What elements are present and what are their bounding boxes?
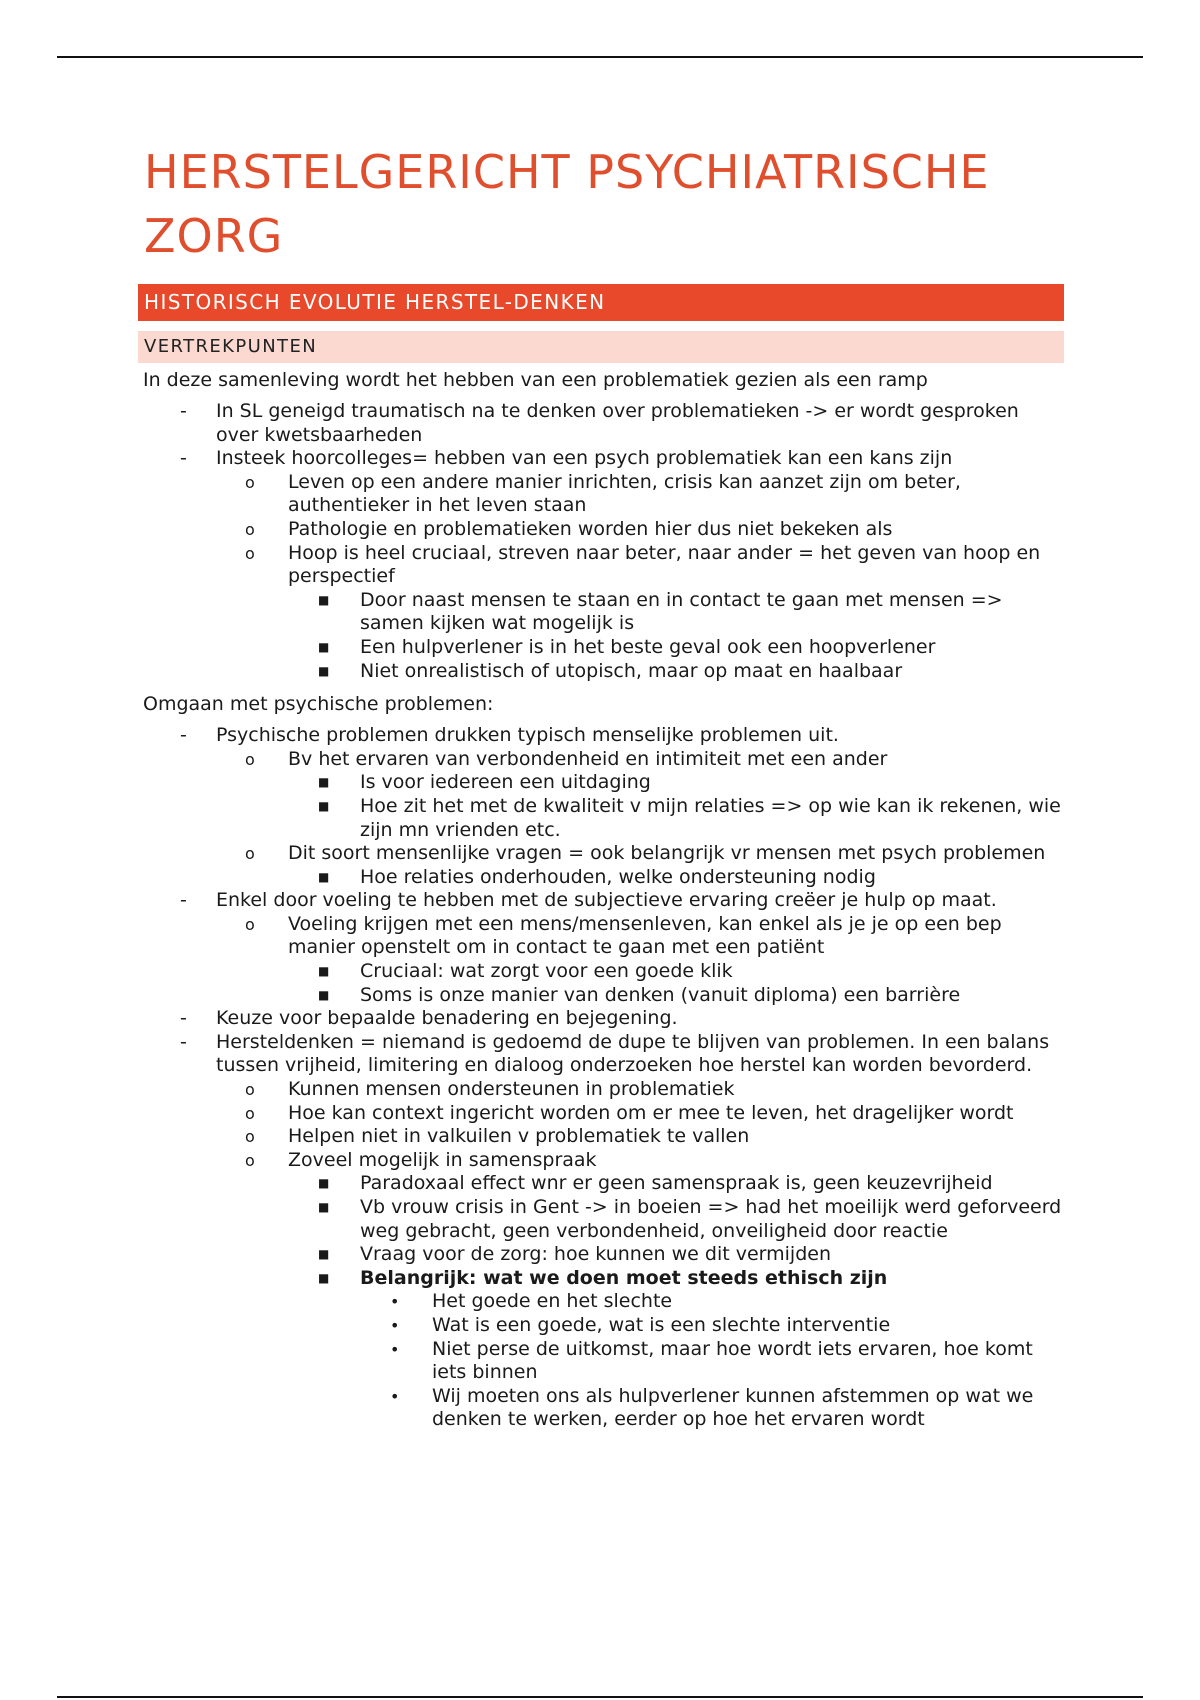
circle-marker: o [245, 1080, 255, 1100]
list-level-3 [288, 1172, 1064, 1432]
circle-marker: o [245, 914, 255, 934]
square-bullet-marker: ■ [318, 1270, 330, 1285]
list-item: ■ Vraag voor de zorg: hoe kunnen we dit vermijden [318, 1243, 831, 1266]
square-bullet-marker: ■ [318, 798, 330, 813]
round-bullet-marker: • [390, 1315, 400, 1335]
round-bullet-marker: • [390, 1292, 400, 1312]
list-item: ■ Is voor iedereen een uitdaging [318, 771, 651, 794]
list-item: o Zoveel mogelijk in samenspraak ■ Paradoxaal effect wnr er geen samenspraak is, geen keuzevrijheid ■ Vb vrouw crisis in Gent -> in boeien => had het moeilijk werd geforveerd weg gebracht, geen verbondenheid, onveiligheid door reactie ■ Vraag voor de zorg: hoe kunnen we dit vermijden ■ Belangrijk: wat we doen moet steeds ethisch zijn • Het goede en het slechte • Wat is een goede, wat is een slechte interventie • Niet perse de uitkomst, maar hoe wordt iets ervaren, hoe komt iets binnen • Wij moeten ons als hulpverlener kunnen afstemmen op wat we denken te werken, eerder op hoe het ervaren wordt [216, 1149, 1064, 1432]
list-item: ■ Vb vrouw crisis in Gent -> in boeien => had het moeilijk werd geforveerd weg gebracht, geen verbondenheid, onveiligheid door reactie [318, 1196, 1062, 1242]
list-item: ■ Paradoxaal effect wnr er geen samenspraak is, geen keuzevrijheid [318, 1172, 993, 1195]
list-item [288, 1267, 1064, 1432]
circle-marker: o [245, 1150, 255, 1170]
circle-marker: o [245, 543, 255, 563]
square-bullet-marker: ■ [318, 869, 330, 884]
list-item: o Helpen niet in valkuilen v problematiek te vallen [245, 1125, 750, 1148]
list-level-4 [360, 1290, 1064, 1432]
circle-marker: o [245, 1103, 255, 1123]
list-item: - Psychische problemen drukken typisch menselijke problemen uit. o Bv het ervaren van verbondenheid en intimiteit met een ander ■ Is voor iedereen een uitdaging ■ Hoe zit het met de kwaliteit v mijn relaties => op wie kan ik rekenen, wie zijn mn vrienden etc. o Dit soort mensenlijke vragen = ook belangrijk vr mensen met psych problemen ■ Hoe relaties onderhouden, welke ondersteuning nodig [138, 724, 1064, 889]
list-item: - In SL geneigd traumatisch na te denken over problematieken -> er wordt gesproken over kwetsbaarheden [180, 400, 1019, 446]
list-item: • Niet perse de uitkomst, maar hoe wordt iets ervaren, hoe komt iets binnen [390, 1337, 1033, 1384]
top-rule [57, 56, 1143, 58]
list-level-1 [138, 724, 1064, 1432]
square-bullet-marker: ■ [318, 663, 330, 678]
square-bullet-marker: ■ [318, 964, 330, 979]
list-item: • Het goede en het slechte [390, 1290, 673, 1313]
round-bullet-marker: • [390, 1339, 400, 1359]
circle-marker: o [245, 1127, 255, 1147]
list-item: • Wat is een goede, wat is een slechte interventie [390, 1313, 891, 1336]
list-item: - Enkel door voeling te hebben met de subjectieve ervaring creëer je hulp op maat. o Voeling krijgen met een mens/mensenleven, kan enkel als je je op een bep manier openstelt om in contact te gaan met een patiënt ■ Cruciaal: wat zorgt voor een goede klik ■ Soms is onze manier van denken (vanuit diploma) een barrière [138, 889, 1064, 1007]
list-item: ■ Door naast mensen te staan en in contact te gaan met mensen => samen kijken wat mogelijk is [318, 588, 1003, 635]
square-bullet-marker: ■ [318, 1176, 330, 1191]
square-bullet-marker: ■ [318, 592, 330, 607]
list-item: o Hoop is heel cruciaal, streven naar beter, naar ander = het geven van hoop en perspectief ■ Door naast mensen te staan en in contact te gaan met mensen => samen kijken wat mogelijk is ■ Een hulpverlener is in het beste geval ook een hoopverlener ■ Niet onrealistisch of utopisch, maar op maat en haalbaar [216, 542, 1064, 684]
list-item: ■ Niet onrealistisch of utopisch, maar op maat en haalbaar [318, 659, 903, 682]
dash-marker: - [180, 1007, 187, 1030]
square-bullet-marker: ■ [318, 639, 330, 654]
list-level-3 [288, 866, 1064, 890]
list-item: - Insteek hoorcolleges= hebben van een psych problematiek kan een kans zijn o Leven op een andere manier inrichten, crisis kan aanzet zijn om beter, authentieker in het leven staan o Pathologie en problematieken worden hier dus niet bekeken als o Hoop is heel cruciaal, streven naar beter, naar ander = het geven van hoop en perspectief ■ Door naast mensen te staan en in contact te gaan met mensen => samen kijken wat mogelijk is ■ Een hulpverlener is in het beste geval ook een hoopverlener ■ Niet onrealistisch of utopisch, maar op maat en haalbaar [138, 447, 1064, 683]
circle-marker: o [245, 519, 255, 539]
document-title: HERSTELGERICHT PSYCHIATRISCHE ZORG [144, 145, 990, 263]
circle-marker: o [245, 749, 255, 769]
dash-marker: - [180, 889, 187, 912]
round-bullet-marker: • [390, 1386, 400, 1406]
bold-statement: Belangrijk: wat we doen moet steeds ethisch zijn [360, 1266, 888, 1289]
dash-marker: - [180, 1030, 187, 1053]
list-item: o Pathologie en problematieken worden hier dus niet bekeken als [245, 517, 893, 540]
paragraph-intro: In deze samenleving wordt het hebben van een problematiek gezien als een ramp [143, 369, 928, 391]
list-level-2 [216, 748, 1064, 890]
list-level-1 [138, 400, 1064, 683]
list-item: o Kunnen mensen ondersteunen in problematiek [245, 1078, 735, 1101]
square-bullet-marker: ■ [318, 987, 330, 1002]
list-item: o Hoe kan context ingericht worden om er mee te leven, het dragelijker wordt [245, 1101, 1014, 1124]
heading-2: VERTREKPUNTEN [138, 331, 1064, 363]
list-item: ■ Een hulpverlener is in het beste geval ook een hoopverlener [318, 635, 936, 658]
list-item: - Keuze voor bepaalde benadering en bejegening. [180, 1007, 678, 1030]
square-bullet-marker: ■ [318, 1200, 330, 1214]
list-item: • Wij moeten ons als hulpverlener kunnen afstemmen op wat we denken te werken, eerder op hoe het ervaren wordt [390, 1384, 1034, 1431]
square-bullet-marker: ■ [318, 1247, 330, 1262]
square-bullet-marker: ■ [318, 775, 330, 790]
list-item: ■ Hoe relaties onderhouden, welke ondersteuning nodig [318, 865, 876, 888]
circle-marker: o [245, 472, 255, 492]
list-item: - Hersteldenken = niemand is gedoemd de dupe te blijven van problemen. In een balans tussen vrijheid, limitering en dialoog onderzoeken hoe herstel kan worden bevorderd. o Kunnen mensen ondersteunen in problematiek o Hoe kan context ingericht worden om er mee te leven, het dragelijker wordt o Helpen niet in valkuilen v problematiek te vallen o Zoveel mogelijk in samenspraak ■ Paradoxaal effect wnr er geen samenspraak is, geen keuzevrijheid ■ Vb vrouw crisis in Gent -> in boeien => had het moeilijk werd geforveerd weg gebracht, geen verbondenheid, onveiligheid door reactie ■ Vraag voor de zorg: hoe kunnen we dit vermijden ■ Belangrijk: wat we doen moet steeds ethisch zijn • Het goede en het slechte • Wat is een goede, wat is een slechte interventie • Niet perse de uitkomst, maar hoe wordt iets ervaren, hoe komt iets binnen • Wij moeten ons als hulpverlener kunnen afstemmen op wat we denken te werken, eerder op hoe het ervaren wordt [138, 1031, 1064, 1432]
dash-marker: - [180, 400, 187, 422]
document-body [138, 140, 1064, 1432]
heading-1: HISTORISCH EVOLUTIE HERSTEL-DENKEN [138, 284, 1064, 321]
bottom-rule [57, 1696, 1143, 1698]
list-level-3 [288, 589, 1064, 683]
list-level-3 [288, 960, 1064, 1007]
dash-marker: - [180, 447, 187, 470]
list-item: o Bv het ervaren van verbondenheid en intimiteit met een ander ■ Is voor iedereen een uitdaging ■ Hoe zit het met de kwaliteit v mijn relaties => op wie kan ik rekenen, wie zijn mn vrienden etc. [216, 748, 1064, 842]
list-level-3 [288, 771, 1064, 842]
paragraph-psychische-problemen: Omgaan met psychische problemen: [143, 693, 494, 716]
list-level-2 [216, 1078, 1064, 1432]
dash-marker: - [180, 724, 187, 747]
list-item: o Leven op een andere manier inrichten, crisis kan aanzet zijn om beter, authentieker in het leven staan [245, 470, 961, 517]
list-item: o Dit soort mensenlijke vragen = ook belangrijk vr mensen met psych problemen ■ Hoe relaties onderhouden, welke ondersteuning nodig [216, 842, 1064, 889]
list-item: ■ Hoe zit het met de kwaliteit v mijn relaties => op wie kan ik rekenen, wie zijn mn vrienden etc. [318, 794, 1061, 841]
list-item: ■ Cruciaal: wat zorgt voor een goede klik [318, 960, 733, 983]
list-level-2 [216, 913, 1064, 1007]
circle-marker: o [245, 844, 255, 864]
list-item: ■ Soms is onze manier van denken (vanuit diploma) een barrière [318, 983, 961, 1006]
list-level-2 [216, 471, 1064, 683]
list-item: o Voeling krijgen met een mens/mensenleven, kan enkel als je je op een bep manier openstelt om in contact te gaan met een patiënt ■ Cruciaal: wat zorgt voor een goede klik ■ Soms is onze manier van denken (vanuit diploma) een barrière [216, 913, 1064, 1007]
